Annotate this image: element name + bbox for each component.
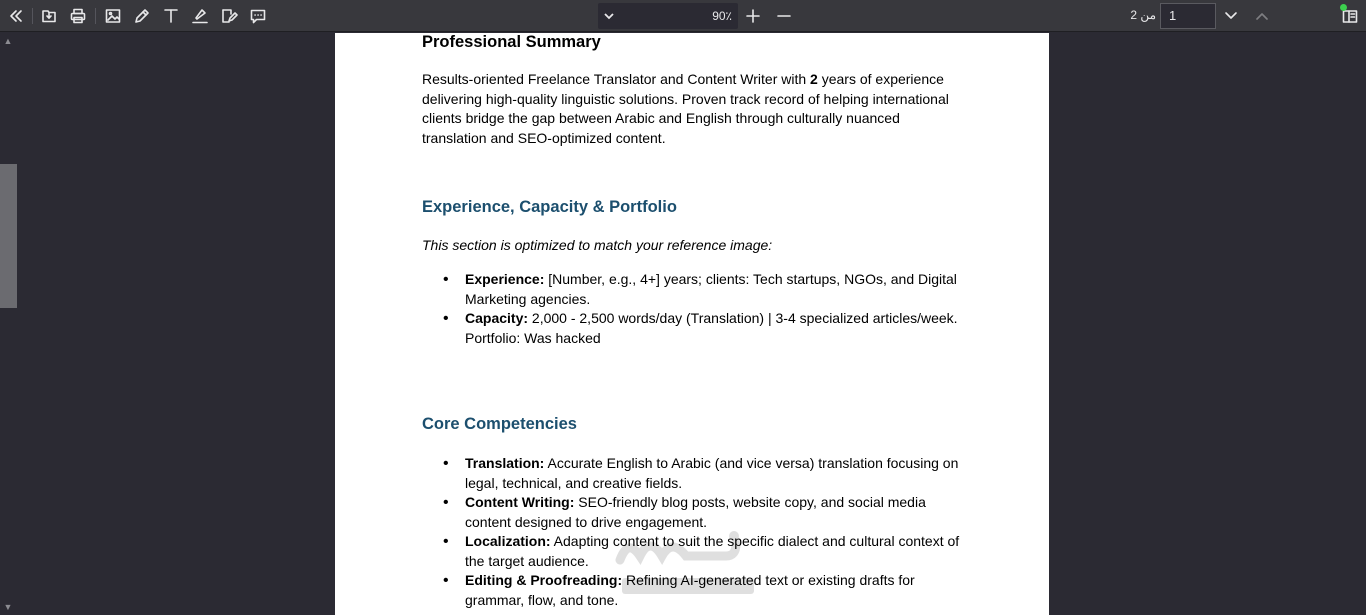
zoom-out-icon[interactable] <box>772 4 796 28</box>
page-total-label: من 2 <box>1130 8 1156 22</box>
zoom-select[interactable] <box>598 3 738 29</box>
summary-text: years of experience delivering high-quality linguistic solutions. Proven track record of helping international clients bridge the gap between Arabic and English through culturally nuanced translation and SEO-optimized content. <box>422 71 949 146</box>
comment-icon[interactable] <box>246 4 270 28</box>
image-icon[interactable] <box>101 4 125 28</box>
mostaql-watermark-logo <box>602 520 772 610</box>
competencies-heading: Core Competencies <box>422 415 577 433</box>
vertical-scrollbar[interactable] <box>0 33 17 615</box>
scroll-down-icon[interactable]: ▼ <box>3 602 13 612</box>
experience-heading: Experience, Capacity & Portfolio <box>422 198 677 216</box>
experience-list <box>422 270 965 348</box>
highlight-icon[interactable] <box>188 4 212 28</box>
item-text: Refining AI-generated text or existing drafts for grammar, flow, and tone. <box>465 572 915 608</box>
toolbar-divider <box>32 8 33 24</box>
list-item <box>465 454 965 493</box>
pdf-toolbar <box>0 0 1366 32</box>
item-label: Experience: <box>465 271 545 287</box>
portfolio-note: Portfolio: Was hacked <box>465 329 601 346</box>
list-item <box>465 309 965 348</box>
scroll-up-icon[interactable]: ▲ <box>3 36 13 46</box>
item-text: Adapting content to suit the specific dialect and cultural context of the target audience. <box>465 533 960 569</box>
item-text: [Number, e.g., 4+] years; clients: Tech startups, NGOs, and Digital Marketing agencies. <box>465 271 957 307</box>
next-page-icon[interactable] <box>1219 4 1243 28</box>
summary-text: Results-oriented Freelance Translator and Content Writer with <box>422 71 811 87</box>
print-icon[interactable] <box>66 4 90 28</box>
item-text: Accurate English to Arabic (and vice versa) translation focusing on legal, technical, and creative fields. <box>465 455 959 491</box>
item-label: Translation: <box>465 455 545 471</box>
save-icon[interactable] <box>37 4 61 28</box>
sidebar-panel-icon[interactable] <box>1338 4 1362 28</box>
summary-heading: Professional Summary <box>422 33 601 51</box>
list-item <box>465 270 965 309</box>
summary-years: 2 <box>810 71 818 87</box>
item-label: Editing & Proofreading: <box>465 572 623 588</box>
item-text: 2,000 - 2,500 words/day (Translation) | 3-4 specialized articles/week. <box>528 310 958 326</box>
item-label: Content Writing: <box>465 494 575 510</box>
zoom-value: 90٪ <box>712 9 732 23</box>
item-text: SEO-friendly blog posts, website copy, and social media content designed to drive engagement. <box>465 494 926 530</box>
item-label: Localization: <box>465 533 551 549</box>
summary-paragraph <box>422 70 967 148</box>
signature-icon[interactable] <box>217 4 241 28</box>
previous-page-icon[interactable] <box>1250 4 1274 28</box>
text-icon[interactable] <box>159 4 183 28</box>
collapse-sidebar-icon[interactable] <box>4 4 28 28</box>
draw-icon[interactable] <box>130 4 154 28</box>
scrollbar-thumb[interactable] <box>0 164 17 308</box>
chevron-down-icon <box>598 10 620 22</box>
item-label: Capacity: <box>465 310 529 326</box>
status-dot-icon <box>1340 4 1347 11</box>
toolbar-divider <box>95 8 96 24</box>
experience-intro: This section is optimized to match your reference image: <box>422 237 773 253</box>
page-number-input[interactable]: 1 <box>1160 3 1216 29</box>
zoom-in-icon[interactable] <box>741 4 765 28</box>
